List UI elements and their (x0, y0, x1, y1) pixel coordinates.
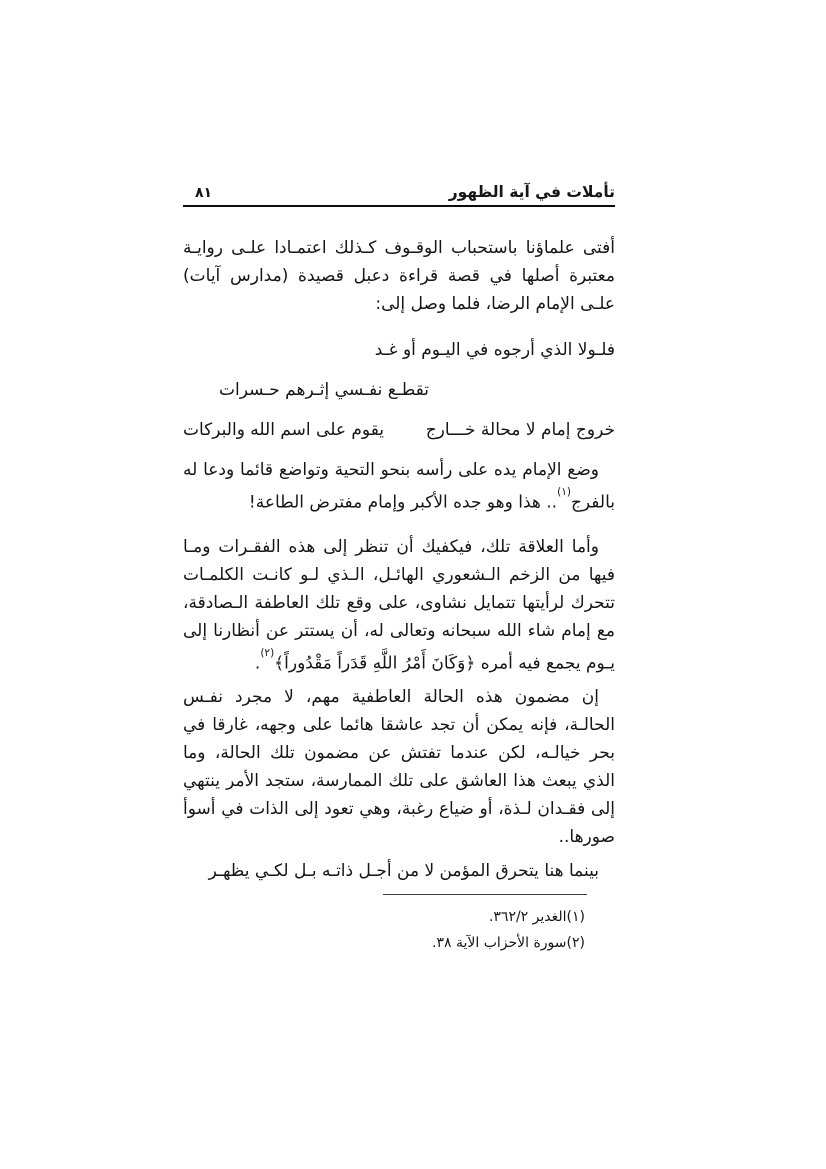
footnote-separator (383, 894, 587, 895)
poetry-line: فلـولا الذي أرجوه في اليـوم أو غـد (374, 340, 615, 360)
poetry-hemistich-right: خروج إمام لا محالة خـــارج (425, 420, 615, 440)
paragraph-content-state: إن مضمون هذه الحالة العاطفية مهم، لا مجرد نفـس الحالـة، فإنه يمكن أن تجد عاشقا هائما على وجهه، غارقا في بحر خيالـه، لكن عندما تفتش عن مضمون تلك الحالة، وما الذي يبعث هذا العاشق على تلك الممارسة، ستجد الأمر ينتهي إلى فقـدان لـذة، أو ضياع رغبة، وهي تعود إلى الذات في أسوأ صورها.. (183, 687, 615, 848)
running-header (183, 183, 615, 207)
footnote-ref-2: (٢) (260, 646, 275, 659)
paragraph-intro: أفتى علماؤنا باستحباب الوقـوف كـذلك اعتمـادا علـى روايـة معتبرة أصلها في قصة قراءة دعبل قصيدة (مدارس آيات) علـى الإمام الرضا، فلما وصل إلى: (183, 238, 615, 314)
paragraph-believer: بينما هنا يتحرق المؤمن لا من أجـل ذاتـه بـل لكـي يظهـر (208, 861, 599, 882)
footnotes (183, 904, 585, 956)
poetry-verse1-hemistich1 (183, 330, 615, 370)
footnote-1: (١)الغدير ٣٦٢/٢. (488, 909, 585, 926)
poetry-verse1-hemistich2 (183, 370, 615, 410)
paragraph-tail: .. هذا وهو جده الأكبر وإمام مفترض الطاعة! (248, 492, 558, 513)
paragraph-text: وضع الإمام يده على رأسه بنحو التحية وتواضع قائما ودعا له بالفرج (183, 460, 615, 513)
text-column (183, 183, 615, 956)
paragraph-imam-greeting (183, 456, 615, 517)
quran-verse: ﴿وَكَانَ أَمْرُ اللَّهِ قَدَراً مَقْدُوراً﴾ (274, 653, 476, 674)
poetry-line: تقطـع نفـسي إثـرهم حـسرات (219, 380, 430, 400)
page-number: ٨١ (195, 185, 213, 201)
poetry-verse2 (183, 410, 615, 450)
footnote-ref-1: (١) (557, 486, 571, 498)
book-title: تأملات في آية الظهور (448, 183, 615, 201)
footnote-2: (٢)سورة الأحزاب الآية ٣٨. (432, 935, 585, 952)
paragraph-text: وأما العلاقة تلك، فيكفيك أن تنظر إلى هذه الفقـرات ومـا فيها من الزخم الـشعوري الهائـل، الـذي لـو كانـت الكلمـات تتحرك لرأيتها تتمايل نشاوى، على وقع تلك العاطفة الـصادقة، مع إمام شاء الله سبحانه وتعالى له، أن يستتر عن أنظارنا إلى يـوم يجمع فيه أمره (183, 536, 615, 674)
poetry-hemistich-left: يقوم على اسم الله والبركات (183, 420, 385, 440)
paragraph-emotion (183, 533, 615, 678)
paragraph-tail: . (254, 653, 261, 674)
poetry-block (183, 330, 615, 450)
